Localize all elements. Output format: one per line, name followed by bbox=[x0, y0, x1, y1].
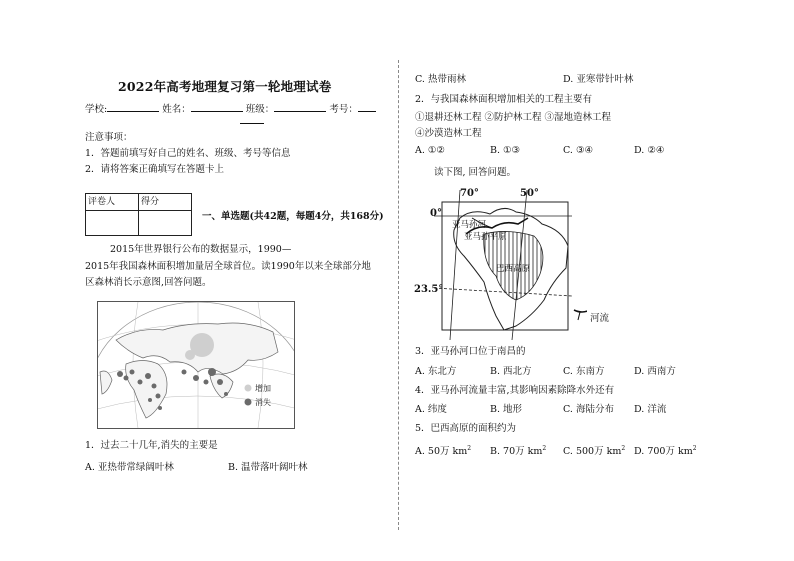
disappear-marker bbox=[224, 392, 228, 396]
reviewer-blank bbox=[86, 211, 139, 236]
class-field[interactable] bbox=[274, 111, 326, 112]
q5-option-c[interactable] bbox=[563, 443, 625, 457]
meridian-70 bbox=[450, 190, 460, 340]
q1-option-d[interactable]: D. 亚寒带针叶林 bbox=[563, 74, 634, 85]
q3-option-b[interactable]: B. 西北方 bbox=[490, 366, 532, 377]
q2-option-c[interactable]: C. ③④ bbox=[563, 145, 594, 156]
disappear-marker bbox=[217, 379, 223, 385]
disappear-marker bbox=[124, 376, 129, 381]
info-line bbox=[85, 101, 376, 115]
map2-intro: 读下图, 回答问题。 bbox=[434, 167, 517, 178]
note-item-1: 1．答题前填写好自己的姓名、班级、考号等信息 bbox=[85, 148, 291, 159]
disappear-marker bbox=[204, 380, 209, 385]
q4-option-b[interactable]: B. 地形 bbox=[490, 404, 523, 415]
disappear-marker bbox=[145, 373, 151, 379]
legend-river-symbol bbox=[574, 310, 587, 312]
q5-option-b-text: B. 70万 km bbox=[490, 446, 543, 457]
lat-23-5-label: 23.5° bbox=[414, 284, 444, 295]
exam-no-field-continued[interactable] bbox=[240, 123, 264, 124]
disappear-marker bbox=[193, 375, 199, 381]
legend-river-label: 河流 bbox=[590, 313, 610, 324]
q1-option-c[interactable]: C. 热带雨林 bbox=[415, 74, 466, 85]
forest-change-map bbox=[97, 301, 295, 429]
q2-stem: 2．与我国森林面积增加相关的工程主要有 bbox=[415, 94, 593, 105]
brazil-plateau-label: 巴西高原 bbox=[496, 264, 531, 274]
disappear-marker bbox=[148, 398, 152, 402]
disappear-marker bbox=[138, 380, 143, 385]
increase-marker bbox=[185, 350, 195, 360]
legend-disappear-dot bbox=[245, 399, 252, 406]
exam-no-label: 考号： bbox=[329, 104, 358, 115]
disappear-marker bbox=[182, 370, 187, 375]
disappear-marker bbox=[152, 384, 157, 389]
south-america-map bbox=[412, 190, 587, 340]
score-cell: 得分 bbox=[139, 194, 192, 211]
disappear-marker bbox=[117, 371, 123, 377]
q2-choices-line-1: ①退耕还林工程 ②防护林工程 ③湿地造林工程 bbox=[415, 112, 612, 123]
name-field[interactable] bbox=[191, 111, 243, 112]
score-blank bbox=[139, 211, 192, 236]
q5-option-a-sup: 2 bbox=[467, 444, 472, 452]
lat-0-label: 0° bbox=[430, 208, 442, 219]
q3-stem: 3．亚马孙河口位于南昌的 bbox=[415, 346, 526, 357]
q3-option-c[interactable]: C. 东南方 bbox=[563, 366, 605, 377]
section-heading: 一、单选题(共42题，每题4分，共168分) bbox=[202, 211, 384, 222]
disappear-marker bbox=[156, 394, 161, 399]
q1-stem: 1．过去二十几年,消失的主要是 bbox=[85, 440, 218, 451]
q5-option-d-sup: 2 bbox=[692, 444, 697, 452]
legend-increase-label: 增加 bbox=[255, 384, 271, 393]
disappear-marker bbox=[130, 370, 135, 375]
q2-option-a[interactable]: A. ①② bbox=[415, 145, 445, 156]
amazon-river-label: 亚马孙河 bbox=[452, 220, 487, 230]
q5-option-b-sup: 2 bbox=[542, 444, 547, 452]
q5-option-b[interactable] bbox=[490, 443, 546, 457]
forest-change-map-svg bbox=[98, 302, 294, 428]
legend-disappear-label: 消失 bbox=[255, 398, 271, 407]
q5-option-d-text: D. 700万 km bbox=[634, 446, 693, 457]
name-label: 姓名： bbox=[162, 104, 191, 115]
q5-option-c-text: C. 500万 km bbox=[563, 446, 622, 457]
q5-option-a[interactable] bbox=[415, 443, 471, 457]
q1-option-b[interactable]: B. 温带落叶阔叶林 bbox=[228, 462, 308, 473]
q2-option-d[interactable]: D. ②④ bbox=[634, 145, 665, 156]
q3-option-d[interactable]: D. 西南方 bbox=[634, 366, 676, 377]
exam-title: 2022年高考地理复习第一轮地理试卷 bbox=[118, 79, 332, 94]
q4-stem: 4．亚马孙河流量丰富,其影响因素除降水外还有 bbox=[415, 385, 615, 396]
school-field[interactable] bbox=[107, 111, 159, 112]
reviewer-cell: 评卷人 bbox=[86, 194, 139, 211]
school-label: 学校: bbox=[85, 104, 108, 115]
legend-increase-dot bbox=[245, 385, 252, 392]
q5-option-a-text: A. 50万 km bbox=[415, 446, 468, 457]
note-item-2: 2．请将答案正确填写在答题卡上 bbox=[85, 164, 225, 175]
disappear-marker bbox=[208, 368, 216, 376]
q4-option-c[interactable]: C. 海陆分布 bbox=[563, 404, 614, 415]
q4-option-a[interactable]: A. 纬度 bbox=[415, 404, 447, 415]
intro-line-2: 2015年我国森林面积增加量居全球首位。读1990年以来全球部分地 bbox=[85, 261, 371, 272]
q5-option-d[interactable] bbox=[634, 443, 697, 457]
intro-line-3: 区森林消长示意图,回答问题。 bbox=[85, 277, 212, 288]
q5-stem: 5．巴西高原的面积约为 bbox=[415, 423, 517, 434]
q4-option-d[interactable]: D. 洋流 bbox=[634, 404, 667, 415]
q3-option-a[interactable]: A. 东北方 bbox=[415, 366, 457, 377]
exam-no-field[interactable] bbox=[358, 111, 376, 112]
lon-70-label: 70° bbox=[460, 188, 479, 199]
q5-option-c-sup: 2 bbox=[621, 444, 626, 452]
score-table bbox=[85, 193, 192, 236]
intro-line-1: 2015年世界银行公布的数据显示，1990— bbox=[110, 244, 292, 255]
q2-option-b[interactable]: B. ①③ bbox=[490, 145, 521, 156]
column-divider bbox=[398, 60, 399, 530]
lon-50-label: 50° bbox=[520, 188, 539, 199]
q2-choices-line-2: ④沙漠造林工程 bbox=[415, 128, 482, 139]
class-label: 班级： bbox=[245, 104, 275, 115]
notes-heading: 注意事项： bbox=[85, 132, 133, 143]
amazon-plain-label: 亚马孙平原 bbox=[464, 232, 507, 242]
disappear-marker bbox=[158, 406, 162, 410]
q1-option-a[interactable]: A. 亚热带常绿阔叶林 bbox=[85, 462, 174, 473]
